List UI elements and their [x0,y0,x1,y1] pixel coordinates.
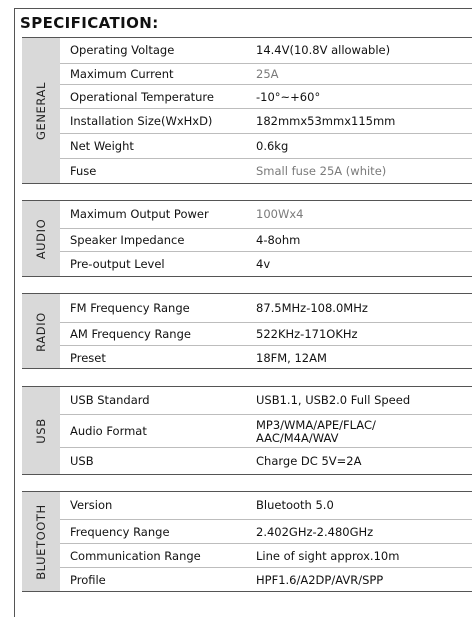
table-row [60,519,472,544]
spec-value: Bluetooth 5.0 [256,498,334,512]
spec-label: Version [70,498,113,512]
spec-value: Charge DC 5V=2A [256,454,362,468]
spec-label: Frequency Range [70,524,170,539]
top-border [14,8,472,9]
spec-value: Small fuse 25A (white) [256,163,387,178]
spec-label: Speaker Impedance [70,233,185,247]
table-row [60,84,472,109]
spec-value: Line of sight approx.10m [256,548,400,563]
spec-value: 87.5MHz-108.0MHz [256,300,368,315]
spec-value: 4v [256,257,271,271]
table-row [60,543,472,568]
spec-value: 18FM, 12AM [256,350,327,365]
table-row [60,447,472,475]
spec-label: USB Standard [70,393,150,407]
spec-label: Net Weight [70,139,134,153]
spec-value: 522KHz-171OKHz [256,327,358,341]
spec-value: 182mmx53mmx115mm [256,114,396,128]
spec-label: Profile [70,573,106,587]
section-label: USB [34,418,48,444]
table-row [60,322,472,346]
spec-label: Operational Temperature [70,89,214,104]
spec-value: USB1.1, USB2.0 Full Speed [256,393,411,407]
spec-label: Communication Range [70,548,201,563]
table-row [60,567,472,593]
section-usb [22,386,472,475]
section-radio [22,293,472,369]
spec-label: Fuse [70,163,97,178]
table-row [60,228,472,252]
spec-label: USB [70,454,94,468]
table-row [60,387,472,414]
section-header [22,492,60,592]
page-title: SPECIFICATION: [20,14,159,32]
section-label: GENERAL [34,81,48,141]
spec-value: 0.6kg [256,139,289,153]
table-row [60,294,472,322]
table-row [60,38,472,63]
spec-value: 100Wx4 [256,207,304,221]
spec-label: AM Frequency Range [70,327,191,341]
spec-label: FM Frequency Range [70,300,190,315]
table-row [60,492,472,519]
section-header [22,294,60,369]
table-row [60,414,472,448]
spec-label: Operating Voltage [70,43,175,57]
spec-value: 25A [256,67,279,81]
section-general [22,37,472,184]
section-header [22,201,60,277]
spec-value: 2.402GHz-2.480GHz [256,524,374,539]
table-row [60,345,472,370]
table-row [60,158,472,183]
spec-label: Maximum Output Power [70,207,209,221]
spec-value: HPF1.6/A2DP/AVR/SPP [256,573,384,587]
spec-label: Maximum Current [70,67,174,81]
table-row [60,108,472,134]
table-row [60,251,472,277]
table-row [60,63,472,85]
spec-label: Installation Size(WxHxD) [70,114,213,128]
section-bluetooth [22,491,472,592]
spec-label: Preset [70,350,106,365]
spec-label: Audio Format [70,424,147,438]
spec-value: 14.4V(10.8V allowable) [256,43,391,57]
spec-value: -10°~+60° [256,89,321,104]
spec-value: MP3/WMA/APE/FLAC/ AAC/M4A/WAV [256,417,376,445]
table-row [60,133,472,159]
section-header [22,387,60,475]
section-audio [22,200,472,277]
section-label: AUDIO [34,218,48,260]
section-label: RADIO [34,311,48,352]
table-row [60,201,472,228]
section-label: BLUETOOTH [34,504,48,580]
spec-value: 4-8ohm [256,233,301,247]
spec-label: Pre-output Level [70,257,165,271]
left-border [14,8,15,617]
section-header [22,38,60,184]
